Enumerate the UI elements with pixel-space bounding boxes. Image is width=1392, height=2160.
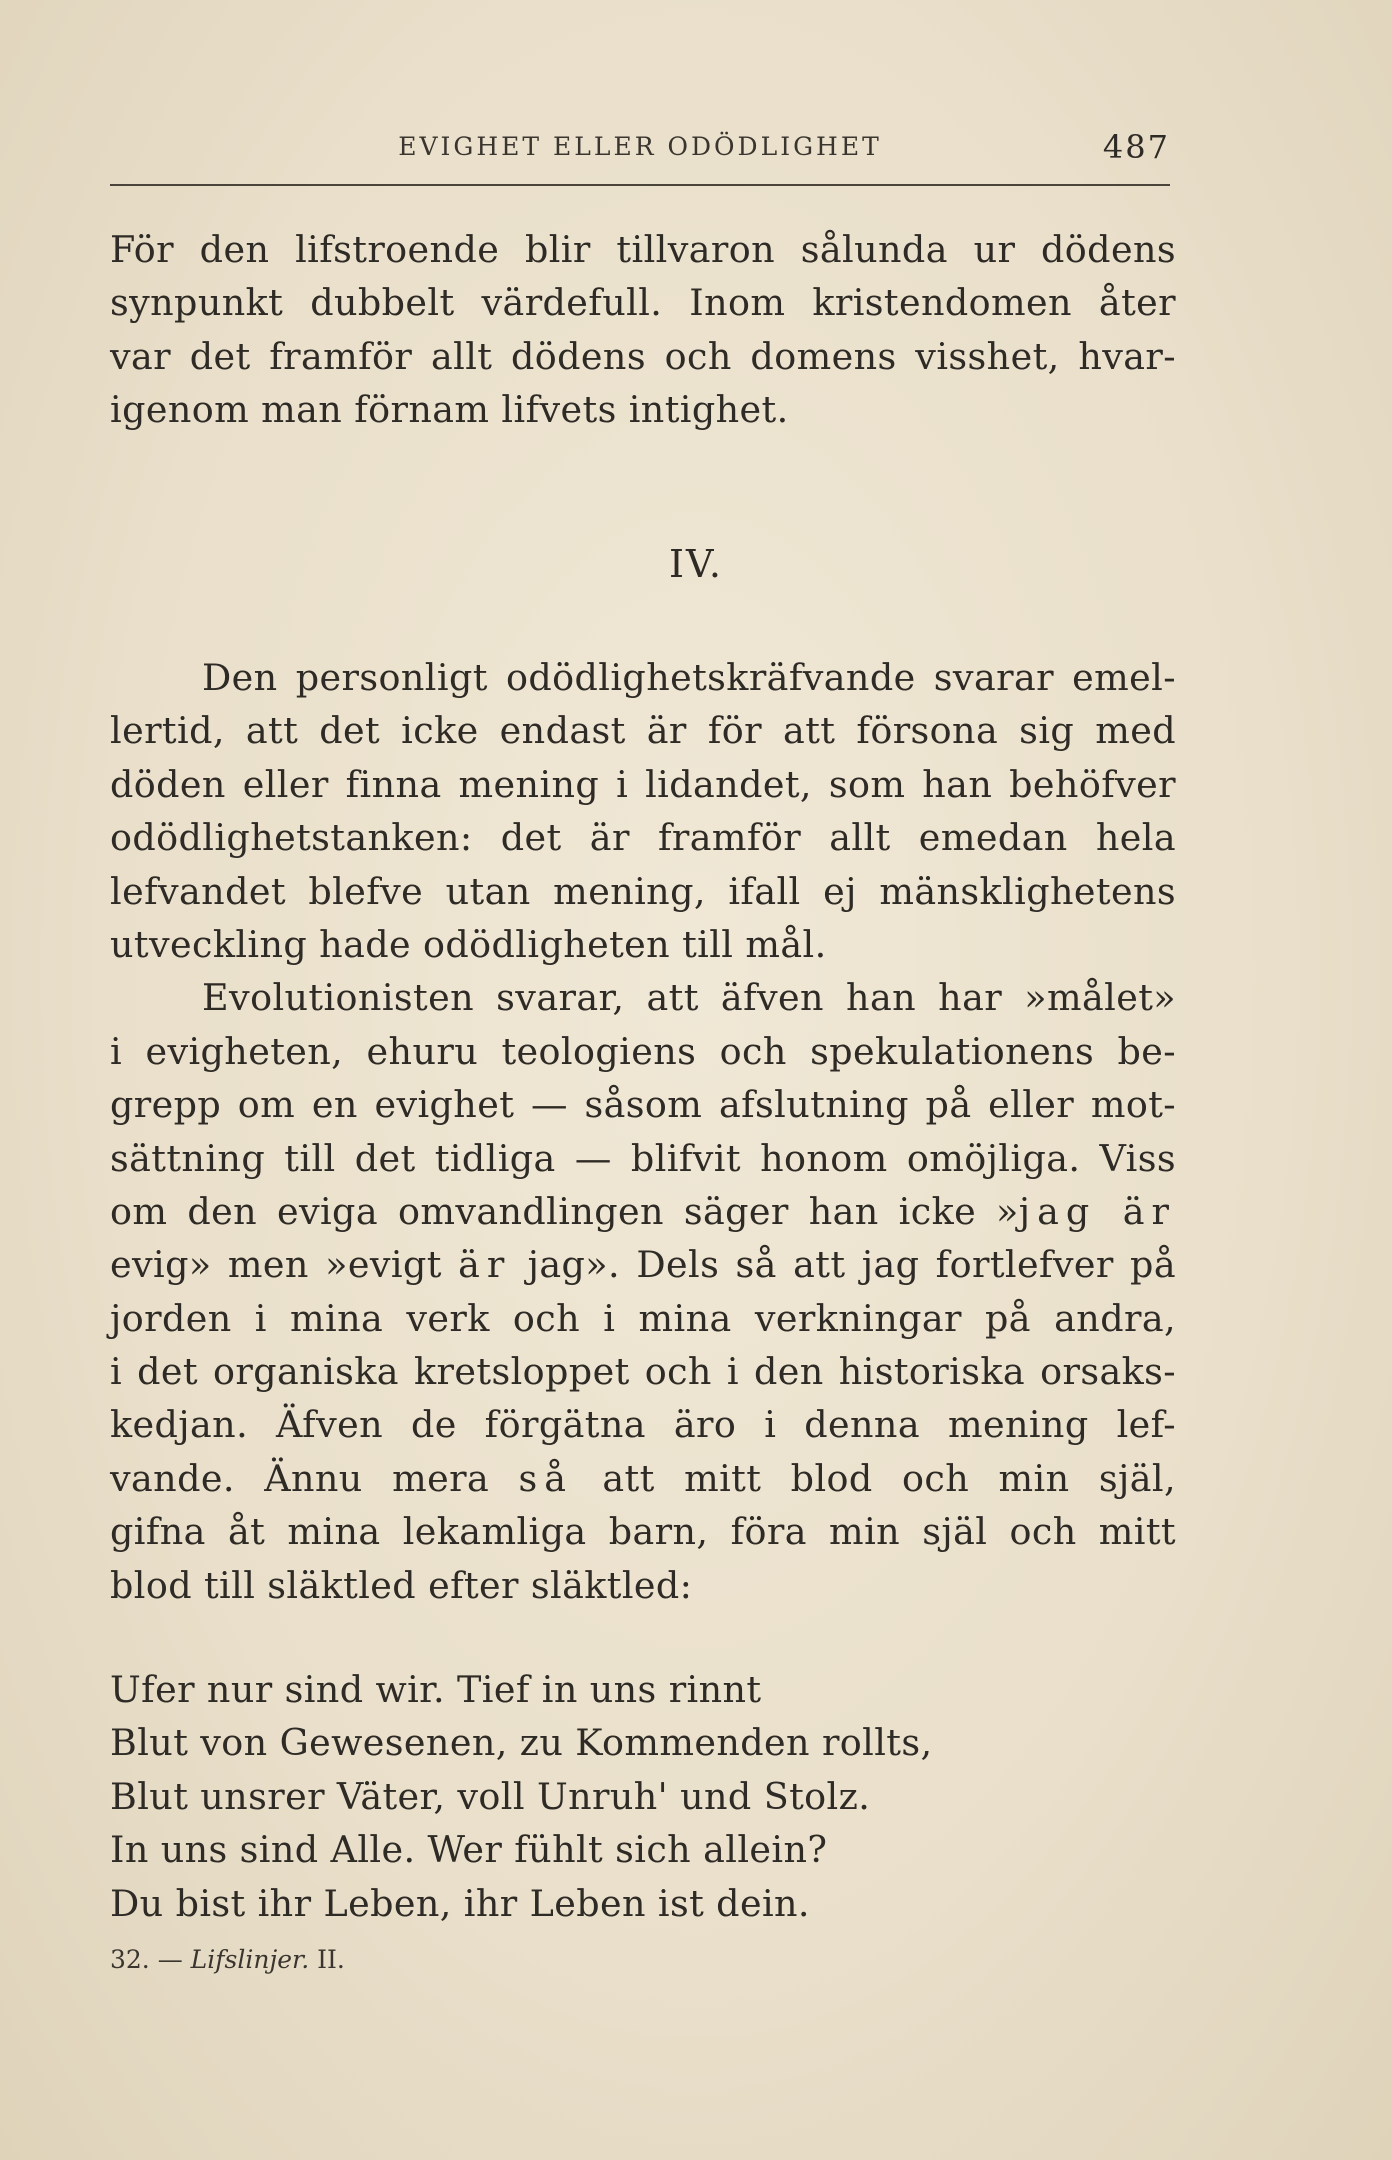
text-line: utveckling hade odödligheten till mål. (110, 922, 827, 966)
paragraph-1 (110, 223, 1176, 437)
signature-sheet: 32. — (110, 1945, 183, 1974)
text-line: lefvandet blefve utan mening, ifall ej mänsklighetens (110, 869, 1176, 913)
text-line: sättning till det tidliga — blifvit honom omöjliga. Viss (110, 1136, 1176, 1180)
signature-volume: II. (317, 1945, 345, 1974)
poem-quote (110, 1663, 933, 1930)
text-line: i evigheten, ehuru teologiens och spekulationens be- (110, 1029, 1176, 1073)
text-line: blod till släktled efter släktled: (110, 1563, 693, 1607)
header-rule (110, 184, 1170, 186)
text-segment: vande. Ännu mera (110, 1456, 519, 1500)
poem-line: Blut unsrer Väter, voll Unruh' und Stolz. (110, 1774, 871, 1818)
poem-line: Du bist ihr Leben, ihr Leben ist dein. (110, 1881, 810, 1925)
poem-line: In uns sind Alle. Wer fühlt sich allein? (110, 1828, 828, 1872)
page-header (110, 128, 1170, 174)
text-line: odödlighetstanken: det är framför allt emedan hela (110, 816, 1176, 860)
text-line: gifna åt mina lekamliga barn, föra min själ och mitt (110, 1510, 1176, 1554)
text-line: synpunkt dubbelt värdefull. Inom kristendomen åter (110, 281, 1176, 325)
text-segment: jag». Dels så att jag fortlefver på (511, 1243, 1176, 1287)
section-numeral: IV. (669, 542, 723, 586)
text-line (110, 1238, 1176, 1291)
spaced-emphasis: så (518, 1456, 574, 1500)
text-line: grepp om en evighet — såsom afslutning på eller mot- (110, 1083, 1176, 1127)
printer-signature (110, 1945, 345, 1974)
text-line (110, 1452, 1176, 1505)
signature-title: Lifslinjer. (190, 1945, 310, 1974)
text-line (110, 1185, 1176, 1238)
text-line: kedjan. Äfven de förgätna äro i denna mening lef- (110, 1403, 1176, 1447)
text-line: För den lifstroende blir tillvaron sålunda ur dödens (110, 228, 1176, 271)
text-line: igenom man förnam lifvets intighet. (110, 388, 789, 432)
text-line: jorden i mina verk och i mina verkningar på andra, (110, 1296, 1176, 1340)
text-line: i det organiska kretsloppet och i den historiska orsaks- (110, 1350, 1176, 1394)
text-segment: evig» men »evigt (110, 1243, 459, 1287)
spaced-emphasis: är (458, 1243, 512, 1287)
text-line: döden eller finna mening i lidandet, som han behöfver (110, 762, 1176, 806)
text-line: lertid, att det icke endast är för att försona sig med (110, 709, 1176, 753)
text-segment: om den eviga omvandlingen säger han icke » (110, 1189, 1019, 1233)
spaced-emphasis: jag är (1018, 1189, 1176, 1233)
running-head: EVIGHET ELLER ODÖDLIGHET (398, 132, 882, 161)
poem-line: Blut von Gewesenen, zu Kommenden rollts, (110, 1721, 933, 1765)
page-number: 487 (1102, 128, 1170, 166)
text-line: Den personligt odödlighetskräfvande svarar emel- (202, 656, 1176, 699)
paragraph-2 (110, 651, 1176, 1612)
text-segment: att mitt blod och min själ, (573, 1456, 1176, 1500)
poem-line: Ufer nur sind wir. Tief in uns rinnt (110, 1668, 762, 1711)
text-line: Evolutionisten svarar, att äfven han har »målet» (202, 976, 1176, 1020)
text-line: var det framför allt dödens och domens visshet, hvar- (110, 334, 1176, 378)
